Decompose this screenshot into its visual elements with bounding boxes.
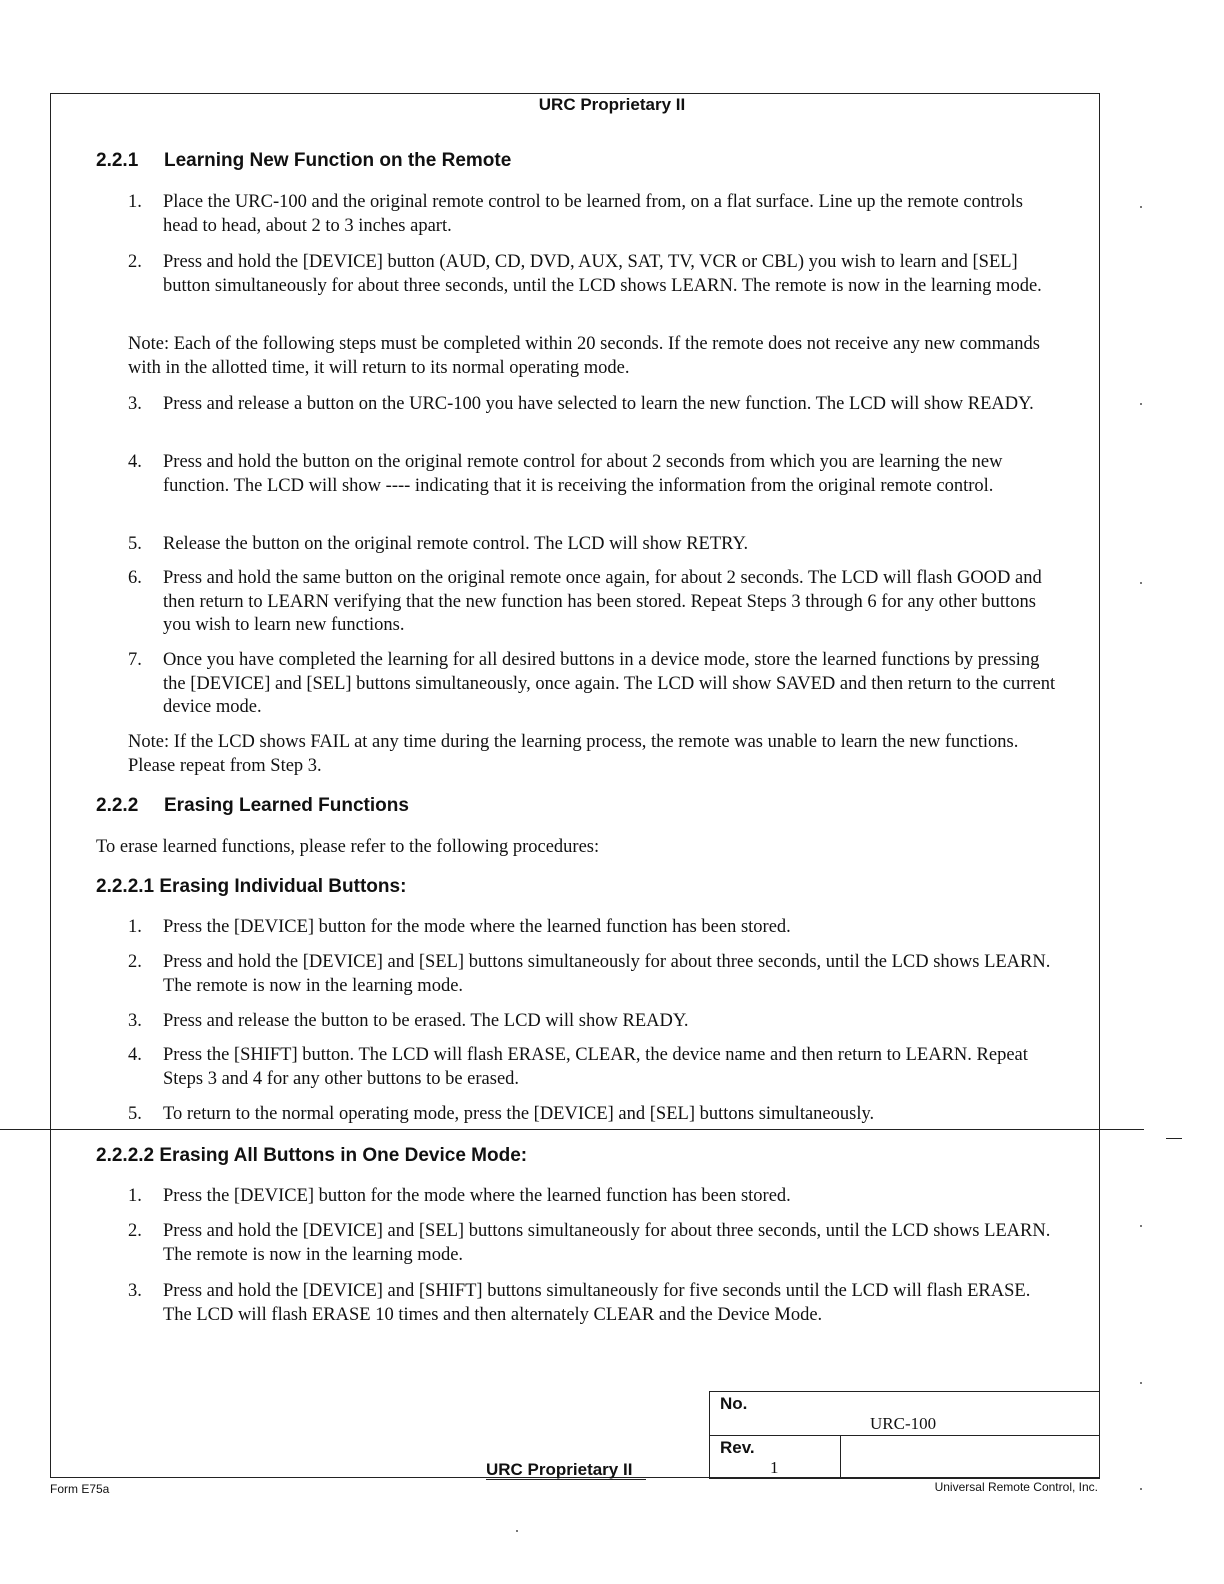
section-heading-2-2-1: 2.2.1 Learning New Function on the Remote: [96, 150, 512, 171]
list-item: 3. Press and release the button to be erased. The LCD will show READY.: [128, 1011, 689, 1031]
scan-speck: [1140, 582, 1142, 584]
list-item: 3. Press and hold the [DEVICE] and [SHIFT] buttons simultaneously for five seconds until the LCD will flash ERASE. The LCD will flash ERASE 10 times and then alternately CLEAR and the Device Mode.: [128, 1281, 1031, 1325]
page-separator: [0, 1129, 1144, 1130]
list-item: 4. Press the [SHIFT] button. The LCD will flash ERASE, CLEAR, the device name and then return to LEARN. Repeat Steps 3 and 4 for any other buttons to be erased.: [128, 1045, 1028, 1089]
scan-speck: [1140, 1382, 1142, 1384]
list-item: 1. Place the URC-100 and the original remote control to be learned from, on a flat surface. Line up the remote controls head to head, about 2 to 3 inches apart.: [128, 192, 1023, 236]
list-item: 2. Press and hold the [DEVICE] and [SEL] buttons simultaneously for about three seconds, until the LCD shows LEARN. The remote is now in the learning mode.: [128, 952, 1051, 996]
scan-speck: [1140, 206, 1142, 208]
section-heading-2-2-2-2: 2.2.2.2 Erasing All Buttons in One Device Mode:: [96, 1145, 528, 1166]
list-item: 6. Press and hold the same button on the original remote once again, for about 2 seconds. The LCD will flash GOOD and then return to LEARN verifying that the new function has been stored. Repeat Steps 3 through 6 for any other buttons you wish to learn new functions.: [128, 568, 1042, 635]
scan-speck: [1140, 1225, 1142, 1227]
header-proprietary: URC Proprietary II: [538, 95, 686, 114]
footer-proprietary: URC Proprietary II: [486, 1460, 633, 1479]
revision-label: Rev.: [720, 1438, 755, 1457]
doc-number-label: No.: [720, 1394, 748, 1413]
list-item: 7. Once you have completed the learning for all desired buttons in a device mode, store the learned functions by pressing the [DEVICE] and [SEL] buttons simultaneously, once again. The LCD will show SAVED and then return to the current device mode.: [128, 650, 1056, 717]
section-heading-2-2-2-1: 2.2.2.1 Erasing Individual Buttons:: [96, 876, 407, 897]
page-frame: [50, 93, 1100, 1478]
intro-paragraph: To erase learned functions, please refer to the following procedures:: [96, 837, 600, 857]
title-block: [709, 1391, 1100, 1479]
form-code: Form E75a: [50, 1482, 110, 1496]
page-separator-tick: [1166, 1138, 1182, 1139]
scan-speck: [516, 1530, 518, 1532]
company-name: Universal Remote Control, Inc.: [934, 1480, 1098, 1494]
list-item: 5. To return to the normal operating mode, press the [DEVICE] and [SEL] buttons simultaneously.: [128, 1104, 875, 1124]
list-item: 4. Press and hold the button on the original remote control for about 2 seconds from which you are learning the new function. The LCD will show ---- indicating that it is receiving the information from the original remote control.: [128, 452, 1003, 496]
list-item: 3. Press and release a button on the URC-100 you have selected to learn the new function. The LCD will show READY.: [128, 394, 1034, 414]
revision-value: 1: [770, 1458, 779, 1477]
scan-speck: [1140, 403, 1142, 405]
section-heading-2-2-2: 2.2.2 Erasing Learned Functions: [96, 795, 409, 816]
list-item: 2. Press and hold the [DEVICE] button (AUD, CD, DVD, AUX, SAT, TV, VCR or CBL) you wish to learn and [SEL] button simultaneously for about three seconds, until the LCD shows LEARN. The remote is now in the learning mode.: [128, 252, 1042, 296]
list-item: 1. Press the [DEVICE] button for the mode where the learned function has been stored.: [128, 917, 791, 937]
list-item: 5. Release the button on the original remote control. The LCD will show RETRY.: [128, 534, 749, 554]
footer-underline: [486, 1479, 646, 1480]
list-item: 2. Press and hold the [DEVICE] and [SEL] buttons simultaneously for about three seconds, until the LCD shows LEARN. The remote is now in the learning mode.: [128, 1221, 1051, 1265]
doc-number-value: URC-100: [870, 1414, 937, 1433]
list-item: 1. Press the [DEVICE] button for the mode where the learned function has been stored.: [128, 1186, 791, 1206]
note-paragraph: Note: If the LCD shows FAIL at any time during the learning process, the remote was unable to learn the new functions. Please repeat from Step 3.: [128, 732, 1019, 776]
note-paragraph: Note: Each of the following steps must be completed within 20 seconds. If the remote does not receive any new commands with in the allotted time, it will return to its normal operating mode.: [128, 334, 1040, 378]
scan-speck: [1140, 1488, 1142, 1490]
